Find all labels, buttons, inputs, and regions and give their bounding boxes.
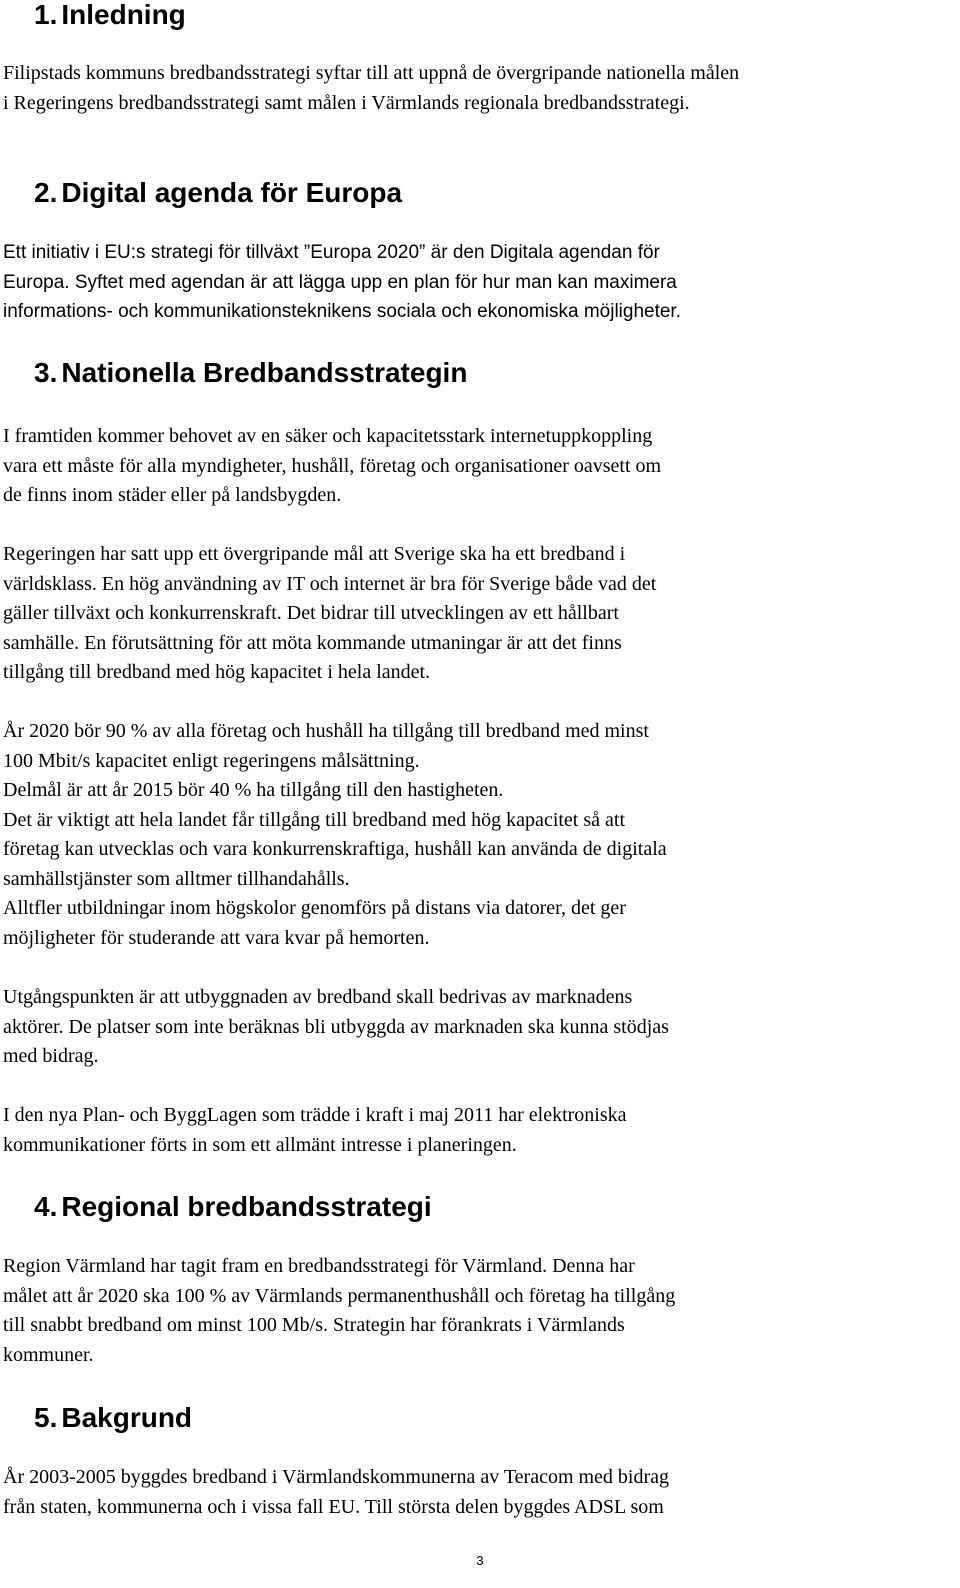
text-line: Ett initiativ i EU:s strategi för tillväxt ”Europa 2020” är den Digitala agendan för [3,242,660,263]
text-line: vara ett måste för alla myndigheter, hushåll, företag och organisationer oavsett om [3,454,662,477]
text-line: Region Värmland har tagit fram en bredbandsstrategi för Värmland. Denna har [3,1255,635,1277]
section-number: 2. [34,177,58,208]
section-number: 3. [34,357,58,388]
text-line: Alltfler utbildningar inom högskolor genomförs på distans via datorer, det ger [3,897,626,919]
text-line: Europa. Syftet med agendan är att lägga upp en plan för hur man kan maximera [3,271,677,293]
page-number: 3 [476,1553,484,1568]
paragraph [3,59,903,118]
section-title: Regional bredbandsstrategi [61,1191,432,1222]
text-line: informations- och kommunikationsteknikens sociala och ekonomiska möjligheter. [3,301,681,322]
paragraph [3,422,903,511]
text-line: Regeringen har satt upp ett övergripande mål att Sverige ska ha ett bredband i [3,543,626,565]
text-line: aktörer. De platser som inte beräknas bli utbyggda av marknaden ska kunna stödjas [3,1015,669,1038]
paragraph [3,983,903,1072]
text-line: med bidrag. [3,1045,99,1067]
text-line: världsklass. En hög användning av IT och internet är bra för Sverige både vad det [3,572,657,595]
section-heading-bakgrund [34,1403,192,1433]
text-line: kommuner. [3,1343,94,1366]
text-line: kommunikationer förts in som ett allmänt intresse i planeringen. [3,1133,517,1156]
text-line: samhälle. En förutsättning för att möta kommande utmaningar är att det finns [3,631,622,654]
section-heading-regional-bredbandsstrategi [34,1192,432,1222]
text-line: tillgång till bredband med hög kapacitet i hela landet. [3,661,431,683]
text-line: År 2003-2005 byggdes bredband i Värmlandskommunerna av Teracom med bidrag [3,1466,670,1488]
text-line: till snabbt bredband om minst 100 Mb/s. Strategin har förankrats i Värmlands [3,1314,625,1336]
paragraph [3,238,903,327]
section-title: Nationella Bredbandsstrategin [61,357,468,388]
text-line: de finns inom städer eller på landsbygden. [3,484,342,506]
text-line: gäller tillväxt och konkurrenskraft. Det bidrar till utvecklingen av ett hållbart [3,602,619,624]
section-number: 4. [34,1191,58,1222]
text-line: samhällstjänster som alltmer tillhandahålls. [3,867,350,890]
text-line: Utgångspunkten är att utbyggnaden av bredband skall bedrivas av marknadens [3,986,633,1008]
paragraph [3,1463,903,1522]
text-line: År 2020 bör 90 % av alla företag och hushåll ha tillgång till bredband med minst [3,720,649,742]
section-title: Bakgrund [61,1402,193,1433]
section-title: Digital agenda för Europa [61,177,403,208]
section-number: 1. [34,0,58,30]
section-title: Inledning [61,0,186,30]
paragraph [3,1252,903,1370]
text-line: målet att år 2020 ska 100 % av Värmlands permanenthushåll och företag ha tillgång [3,1284,676,1307]
text-line: företag kan utvecklas och vara konkurrenskraftiga, hushåll kan använda de digitala [3,838,667,860]
section-heading-inledning [34,0,186,30]
text-line: 100 Mbit/s kapacitet enligt regeringens målsättning. [3,749,420,772]
paragraph [3,540,903,688]
text-line: Filipstads kommuns bredbandsstrategi syftar till att uppnå de övergripande nationella målen [3,62,740,84]
text-line: Delmål är att år 2015 bör 40 % ha tillgång till den hastigheten. [3,779,504,801]
text-line: Det är viktigt att hela landet får tillgång till bredband med hög kapacitet så att [3,808,626,831]
text-line: I framtiden kommer behovet av en säker och kapacitetsstark internetuppkoppling [3,425,653,447]
paragraph [3,717,903,953]
text-line: möjligheter för studerande att vara kvar på hemorten. [3,926,430,949]
text-line: I den nya Plan- och ByggLagen som trädde i kraft i maj 2011 har elektroniska [3,1104,627,1126]
section-heading-digital-agenda [34,178,402,208]
text-line: i Regeringens bredbandsstrategi samt målen i Värmlands regionala bredbandsstrategi. [3,91,690,114]
section-heading-nationella-bredbandsstrategin [34,358,467,388]
section-number: 5. [34,1402,58,1433]
text-line: från staten, kommunerna och i vissa fall EU. Till största delen byggdes ADSL som [3,1495,664,1518]
paragraph [3,1101,903,1160]
